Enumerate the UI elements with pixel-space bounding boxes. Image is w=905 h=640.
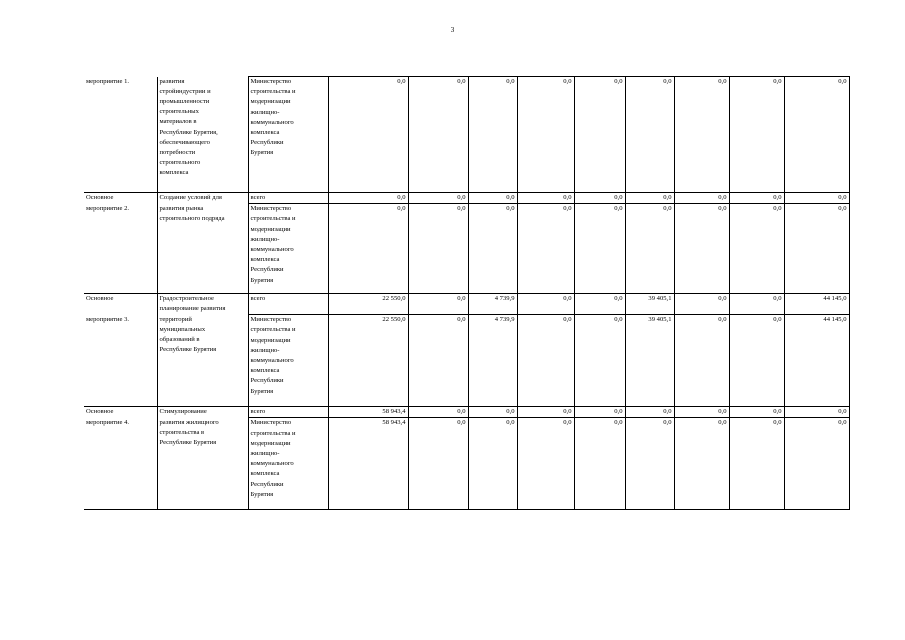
funding-value-cell: 0,0 [408,294,468,315]
funding-value-cell: 58 943,4 [328,407,408,418]
funding-value-cell: 0,0 [468,204,517,294]
funding-value-cell: 0,0 [574,77,625,193]
funding-value-cell: 0,0 [574,315,625,407]
funding-value-cell: 58 943,4 [328,418,408,510]
funding-value-cell: 0,0 [574,204,625,294]
activity-name-text: развития рынка строительного подряда [159,204,225,222]
funding-value-cell: 0,0 [468,193,517,204]
funding-value-cell: 0,0 [625,204,674,294]
funding-value-cell: 0,0 [408,407,468,418]
funding-value-cell: 0,0 [517,418,574,510]
page-number: 3 [450,26,455,34]
funding-value-cell: 4 739,9 [468,315,517,407]
funding-value-cell: 0,0 [729,77,784,193]
funding-value-cell: 0,0 [517,315,574,407]
funding-source-cell [248,315,328,407]
activity-number-cell [84,204,157,294]
funding-value-cell: 0,0 [468,77,517,193]
funding-value-cell: 0,0 [674,204,729,294]
activity-number-cell [84,407,157,418]
table-row [84,315,849,407]
funding-value-cell: 0,0 [408,193,468,204]
funding-source-text: Министерство строительства и модернизации жилищно- коммунального комплекса Республики Бурятия [250,205,296,284]
funding-source-text: всего [250,408,266,416]
activity-number-cell [84,294,157,315]
activity-name-text: Создание условий для [159,194,222,201]
funding-source-cell [248,418,328,510]
funding-value-cell: 0,0 [408,418,468,510]
funding-value-cell: 0,0 [729,315,784,407]
funding-value-cell: 0,0 [729,407,784,418]
funding-value-cell: 0,0 [517,294,574,315]
activity-number-text: мероприятие 4. [86,418,130,426]
activity-name-cell [157,204,248,294]
funding-value-cell: 0,0 [729,193,784,204]
funding-source-text: Министерство строительства и модернизации жилищно- коммунального комплекса Республики Бурятия [250,419,296,498]
funding-value-cell: 4 739,9 [468,294,517,315]
funding-value-cell: 44 145,0 [784,315,849,407]
funding-value-cell: 0,0 [408,77,468,193]
funding-source-text: всего [250,295,266,303]
funding-value-cell: 0,0 [729,204,784,294]
funding-value-cell: 0,0 [408,315,468,407]
funding-source-cell [248,204,328,294]
funding-value-cell: 0,0 [408,204,468,294]
funding-value-cell: 0,0 [517,204,574,294]
funding-value-cell: 0,0 [784,193,849,204]
funding-value-cell: 0,0 [784,77,849,193]
funding-value-cell: 0,0 [625,193,674,204]
funding-value-cell: 0,0 [328,77,408,193]
activity-number-text: Основное [86,194,114,201]
table-row [84,407,849,418]
funding-source-cell [248,407,328,418]
funding-value-cell: 0,0 [674,407,729,418]
activity-name-cell [157,407,248,418]
funding-value-cell: 0,0 [517,193,574,204]
activity-name-text: территорий муниципальных образований в Республике Бурятия [159,315,217,354]
funding-value-cell: 0,0 [729,294,784,315]
funding-value-cell: 0,0 [574,407,625,418]
activity-name-cell [157,418,248,510]
activity-name-cell [157,193,248,204]
activity-name-cell [157,77,248,193]
activity-number-text: мероприятие 2. [86,204,130,212]
funding-source-text: Министерство строительства и модернизации жилищно- коммунального комплекса Республики Бурятия [250,316,296,395]
funding-value-cell: 0,0 [674,315,729,407]
funding-value-cell: 0,0 [574,418,625,510]
funding-value-cell: 0,0 [625,77,674,193]
funding-value-cell: 0,0 [517,407,574,418]
funding-source-cell [248,193,328,204]
funding-value-cell: 0,0 [784,407,849,418]
funding-value-cell: 0,0 [729,418,784,510]
funding-value-cell: 0,0 [468,407,517,418]
funding-value-cell: 39 405,1 [625,294,674,315]
funding-value-cell: 0,0 [674,418,729,510]
table-row [84,204,849,294]
activity-name-text: Стимулирование [159,408,207,416]
table-row [84,77,849,193]
funding-value-cell: 0,0 [784,204,849,294]
funding-value-cell: 0,0 [517,77,574,193]
table-row [84,193,849,204]
funding-value-cell: 22 550,0 [328,315,408,407]
activity-name-cell [157,315,248,407]
activity-number-cell [84,315,157,407]
activity-name-text: развития жилищного строительства в Республике Бурятия [159,418,219,447]
funding-value-cell: 0,0 [468,418,517,510]
funding-value-cell: 0,0 [674,294,729,315]
funding-value-cell: 0,0 [574,193,625,204]
funding-value-cell: 0,0 [674,193,729,204]
table-row [84,294,849,315]
funding-value-cell: 0,0 [784,418,849,510]
funding-source-cell [248,77,328,193]
table-body [84,77,849,510]
activity-number-cell [84,77,157,193]
activity-number-cell [84,418,157,510]
table-row [84,418,849,510]
activity-number-text: Основное [86,408,114,416]
activity-name-text: Градостроительное планирование развития [159,295,226,313]
activity-number-text: Основное [86,295,114,303]
funding-value-cell: 0,0 [328,193,408,204]
funding-value-cell: 0,0 [674,77,729,193]
funding-source-text: Министерство строительства и модернизации жилищно- коммунального комплекса Республики Бурятия [250,78,296,157]
activity-name-cell [157,294,248,315]
funding-value-cell: 0,0 [574,294,625,315]
funding-value-cell: 0,0 [625,418,674,510]
activity-number-text: мероприятие 3. [86,315,130,323]
activity-name-text: развития стройиндустрии и промышленности строительных материалов в Республике Бурятия, обеспечивающего потребности строительного комплекса [159,77,218,177]
funding-value-cell: 22 550,0 [328,294,408,315]
program-funding-table [84,76,850,510]
funding-source-cell [248,294,328,315]
activity-number-text: мероприятие 1. [86,77,130,85]
funding-value-cell: 39 405,1 [625,315,674,407]
funding-value-cell: 0,0 [625,407,674,418]
activity-number-cell [84,193,157,204]
funding-value-cell: 44 145,0 [784,294,849,315]
funding-source-text: всего [250,194,266,201]
funding-value-cell: 0,0 [328,204,408,294]
